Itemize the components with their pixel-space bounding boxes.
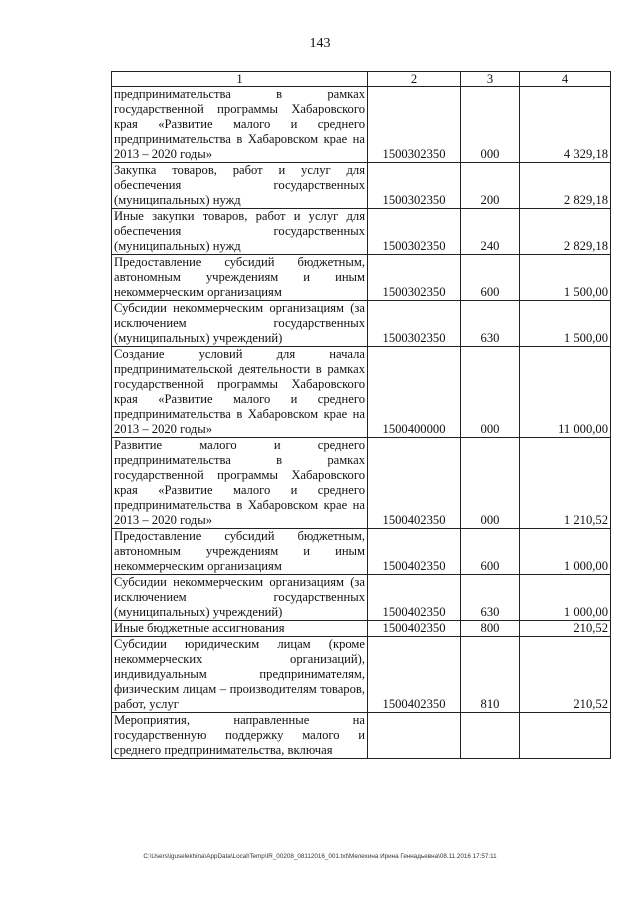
row-expense-type: 000 bbox=[461, 347, 520, 438]
row-amount bbox=[520, 713, 611, 759]
table-row bbox=[112, 575, 611, 621]
row-expense-type: 600 bbox=[461, 529, 520, 575]
row-name: Мероприятия, направленные на государственную поддержку малого и среднего предпринимательства, включая bbox=[112, 713, 368, 759]
page-number: 143 bbox=[309, 36, 331, 51]
header-col-3: 3 bbox=[461, 72, 520, 87]
row-code bbox=[368, 713, 461, 759]
row-expense-type: 810 bbox=[461, 637, 520, 713]
row-expense-type: 800 bbox=[461, 621, 520, 637]
row-amount: 2 829,18 bbox=[520, 163, 611, 209]
row-name: Субсидии некоммерческим организациям (за исключением государственных (муниципальных) учреждений) bbox=[112, 575, 368, 621]
row-code: 1500302350 bbox=[368, 209, 461, 255]
row-amount: 1 000,00 bbox=[520, 575, 611, 621]
table-row bbox=[112, 87, 611, 163]
table-header-row bbox=[112, 72, 611, 87]
row-expense-type: 630 bbox=[461, 575, 520, 621]
row-expense-type: 000 bbox=[461, 438, 520, 529]
table-row bbox=[112, 438, 611, 529]
row-code: 1500302350 bbox=[368, 255, 461, 301]
table-row bbox=[112, 347, 611, 438]
row-amount: 1 000,00 bbox=[520, 529, 611, 575]
table-row bbox=[112, 163, 611, 209]
row-amount: 210,52 bbox=[520, 637, 611, 713]
budget-table bbox=[111, 71, 611, 759]
row-amount: 210,52 bbox=[520, 621, 611, 637]
table-row bbox=[112, 255, 611, 301]
header-col-2: 2 bbox=[368, 72, 461, 87]
file-path-footer: C:\Users\iguselekhina\AppData\Local\Temp\IR_00208_08112016_001.txt\Мелехина Ирина Геннадьевна\08.11.2016 17:57:11 bbox=[143, 853, 497, 860]
row-expense-type bbox=[461, 713, 520, 759]
row-amount: 2 829,18 bbox=[520, 209, 611, 255]
table-row bbox=[112, 529, 611, 575]
row-name: Закупка товаров, работ и услуг для обеспечения государственных (муниципальных) нужд bbox=[112, 163, 368, 209]
row-name: Предоставление субсидий бюджетным, автономным учреждениям и иным некоммерческим организациям bbox=[112, 529, 368, 575]
row-code: 1500302350 bbox=[368, 301, 461, 347]
row-expense-type: 630 bbox=[461, 301, 520, 347]
row-expense-type: 600 bbox=[461, 255, 520, 301]
row-code: 1500402350 bbox=[368, 529, 461, 575]
row-name: Иные бюджетные ассигнования bbox=[112, 621, 368, 637]
header-col-4: 4 bbox=[520, 72, 611, 87]
header-col-1: 1 bbox=[112, 72, 368, 87]
row-code: 1500402350 bbox=[368, 621, 461, 637]
row-name: Субсидии некоммерческим организациям (за исключением государственных (муниципальных) учреждений) bbox=[112, 301, 368, 347]
row-code: 1500302350 bbox=[368, 163, 461, 209]
row-code: 1500400000 bbox=[368, 347, 461, 438]
table-row bbox=[112, 637, 611, 713]
row-expense-type: 200 bbox=[461, 163, 520, 209]
row-name: Создание условий для начала предпринимательской деятельности в рамках государственной программы Хабаровского края «Развитие малого и среднего предпринимательства в Хабаровском крае на 2013 – 2020 годы» bbox=[112, 347, 368, 438]
row-amount: 1 500,00 bbox=[520, 301, 611, 347]
row-code: 1500302350 bbox=[368, 87, 461, 163]
row-amount: 1 210,52 bbox=[520, 438, 611, 529]
table-row bbox=[112, 621, 611, 637]
table-row bbox=[112, 301, 611, 347]
row-name: предпринимательства в рамках государственной программы Хабаровского края «Развитие малого и среднего предпринимательства в Хабаровском крае на 2013 – 2020 годы» bbox=[112, 87, 368, 163]
row-name: Развитие малого и среднего предпринимательства в рамках государственной программы Хабаровского края «Развитие малого и среднего предпринимательства в Хабаровском крае на 2013 – 2020 годы» bbox=[112, 438, 368, 529]
row-name: Субсидии юридическим лицам (кроме некоммерческих организаций), индивидуальным предпринимателям, физическим лицам – производителям товаров, работ, услуг bbox=[112, 637, 368, 713]
row-name: Иные закупки товаров, работ и услуг для обеспечения государственных (муниципальных) нужд bbox=[112, 209, 368, 255]
row-code: 1500402350 bbox=[368, 575, 461, 621]
table-row bbox=[112, 209, 611, 255]
row-expense-type: 240 bbox=[461, 209, 520, 255]
row-amount: 4 329,18 bbox=[520, 87, 611, 163]
row-code: 1500402350 bbox=[368, 438, 461, 529]
row-code: 1500402350 bbox=[368, 637, 461, 713]
row-amount: 11 000,00 bbox=[520, 347, 611, 438]
row-amount: 1 500,00 bbox=[520, 255, 611, 301]
table-row bbox=[112, 713, 611, 759]
row-name: Предоставление субсидий бюджетным, автономным учреждениям и иным некоммерческим организациям bbox=[112, 255, 368, 301]
row-expense-type: 000 bbox=[461, 87, 520, 163]
